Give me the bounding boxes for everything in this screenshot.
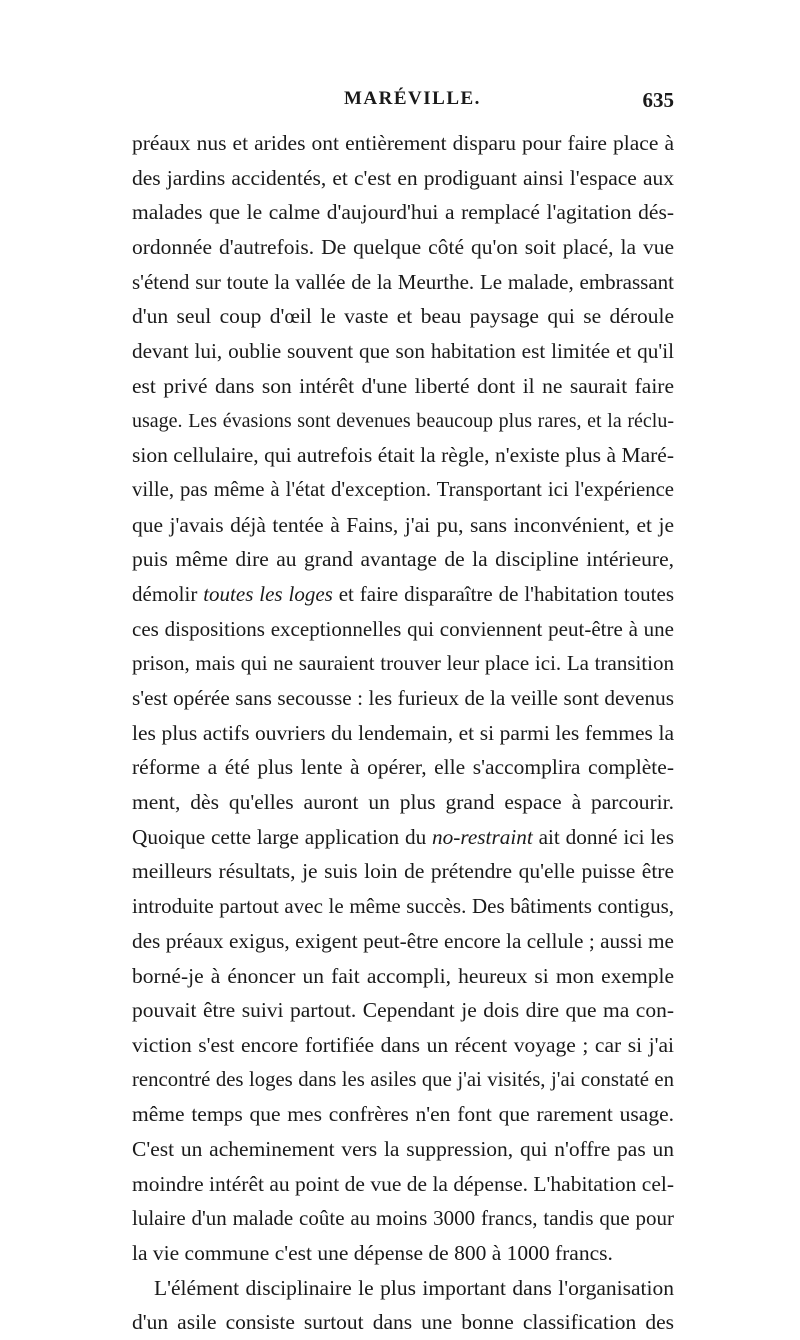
text-line-with-italic	[132, 820, 674, 855]
text-line: meilleurs résultats, je suis loin de prétendre qu'elle puisse être	[132, 859, 674, 884]
page-number: 635	[642, 88, 674, 112]
text-line-with-italic	[132, 577, 674, 612]
text-line: rencontré des loges dans les asiles que j'ai visités, j'ai constaté en	[132, 1068, 674, 1091]
text-line: devant lui, oublie souvent que son habitation est limitée et qu'il	[132, 339, 674, 364]
italic-phrase: toutes les loges	[203, 581, 333, 606]
text-run: ait donné ici les	[532, 824, 674, 849]
text-line: d'un seul coup d'œil le vaste et beau paysage qui se déroule	[132, 304, 674, 329]
text-line: d'un asile consiste surtout dans une bonne classification des	[132, 1310, 674, 1335]
body-text	[132, 126, 674, 1340]
text-line: C'est un acheminement vers la suppression, qui n'offre pas un	[132, 1136, 674, 1161]
running-head	[132, 88, 674, 116]
text-line: puis même dire au grand avantage de la discipline intérieure,	[132, 547, 674, 572]
italic-phrase: no-restraint	[432, 824, 533, 849]
text-line: réforme a été plus lente à opérer, elle s'accomplira complète-	[132, 755, 674, 780]
text-line: s'est opérée sans secousse : les furieux de la veille sont devenus	[132, 686, 674, 710]
text-line: sion cellulaire, qui autrefois était la règle, n'existe plus à Maré-	[132, 443, 674, 468]
text-line: ment, dès qu'elles auront un plus grand espace à parcourir.	[132, 790, 674, 815]
text-line: moindre intérêt au point de vue de la dépense. L'habitation cel-	[132, 1171, 674, 1196]
text-line: ville, pas même à l'état d'exception. Transportant ici l'expérience	[132, 478, 674, 501]
text-run: et faire disparaître de l'habitation toutes	[332, 581, 674, 606]
text-line: viction s'est encore fortifiée dans un récent voyage ; car si j'ai	[132, 1032, 674, 1057]
text-line: borné-je à énoncer un fait accompli, heureux si mon exemple	[132, 963, 674, 988]
text-line: préaux nus et arides ont entièrement disparu pour faire place à	[132, 131, 674, 155]
text-run: Quoique cette large application du	[132, 824, 433, 849]
text-run: démolir	[132, 581, 204, 606]
text-line: ces dispositions exceptionnelles qui conviennent peut-être à une	[132, 616, 674, 641]
text-line: des jardins accidentés, et c'est en prodiguant ainsi l'espace aux	[132, 165, 674, 190]
paragraph-first-line: L'élément disciplinaire le plus important dans l'organisation	[154, 1275, 674, 1300]
text-line: introduite partout avec le même succès. Des bâtiments contigus,	[132, 894, 674, 919]
text-line: lulaire d'un malade coûte au moins 3000 francs, tandis que pour	[132, 1206, 674, 1231]
running-title: MARÉVILLE.	[344, 88, 481, 109]
text-line: s'étend sur toute la vallée de la Meurthe. Le malade, embrassant	[132, 269, 674, 294]
text-line: malades que le calme d'aujourd'hui a remplacé l'agitation dés-	[132, 200, 674, 225]
text-line: est privé dans son intérêt d'une liberté dont il ne saurait faire	[132, 373, 674, 398]
text-line: prison, mais qui ne sauraient trouver leur place ici. La transition	[132, 651, 674, 676]
text-line: que j'avais déjà tentée à Fains, j'ai pu, sans inconvénient, et je	[132, 512, 674, 537]
text-line: pouvait être suivi partout. Cependant je dois dire que ma con-	[132, 998, 674, 1023]
text-line: les plus actifs ouvriers du lendemain, et si parmi les femmes la	[132, 720, 674, 745]
text-line: des préaux exigus, exigent peut-être encore la cellule ; aussi me	[132, 928, 674, 953]
paragraph-last-line: la vie commune c'est une dépense de 800 à 1000 francs.	[132, 1241, 613, 1265]
text-line: ordonnée d'autrefois. De quelque côté qu'on soit placé, la vue	[132, 235, 674, 260]
text-line: usage. Les évasions sont devenues beaucoup plus rares, et la réclu-	[132, 409, 674, 432]
text-line: même temps que mes confrères n'en font que rarement usage.	[132, 1102, 674, 1127]
